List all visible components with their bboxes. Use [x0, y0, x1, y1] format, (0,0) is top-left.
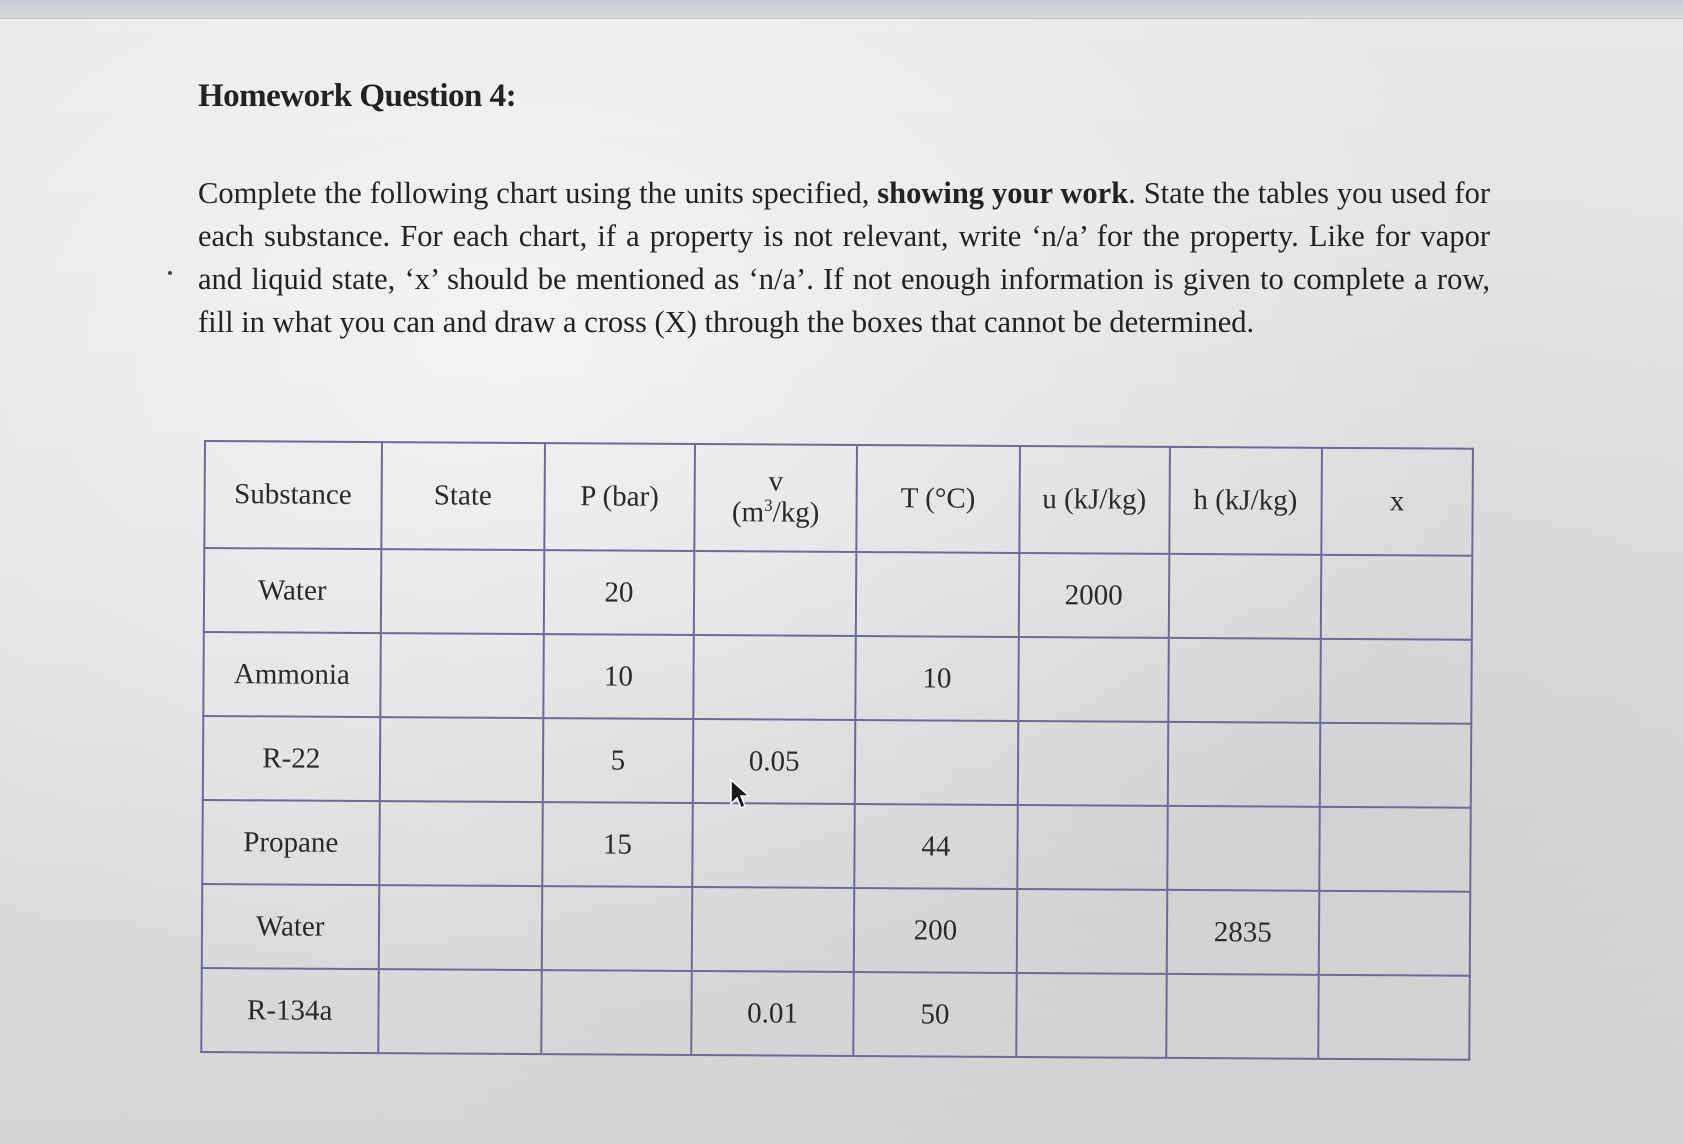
cell-state	[380, 633, 544, 718]
cell-quality	[1319, 891, 1471, 976]
property-chart	[200, 440, 1474, 1061]
header-pressure: P (bar)	[544, 443, 695, 551]
cell-enthalpy	[1167, 806, 1320, 891]
question-title: Homework Question 4:	[198, 78, 517, 114]
cell-state	[379, 717, 543, 802]
cell-specific-volume	[693, 635, 856, 720]
cell-quality	[1319, 807, 1471, 892]
question-instructions	[198, 172, 1490, 344]
cell-substance: R-134a	[201, 968, 378, 1053]
cell-pressure: 20	[544, 550, 695, 635]
cell-temperature: 200	[854, 888, 1017, 973]
table-row	[202, 884, 1470, 976]
specific-volume-unit: $(m^3/kg)$	[731, 496, 820, 530]
header-internal-energy: u (kJ/kg)	[1019, 446, 1170, 554]
header-quality: x	[1321, 448, 1473, 556]
cell-state	[379, 801, 543, 886]
cell-state	[378, 969, 542, 1054]
cell-specific-volume: 0.05	[693, 719, 856, 804]
cell-specific-volume	[692, 887, 855, 972]
table-row	[202, 800, 1470, 892]
table-row	[204, 548, 1472, 640]
table-row	[201, 968, 1469, 1060]
cell-quality	[1320, 639, 1472, 724]
cell-pressure: 15	[542, 802, 693, 887]
cell-enthalpy	[1168, 554, 1321, 639]
cell-internal-energy	[1017, 805, 1168, 890]
cell-pressure: 10	[543, 634, 694, 719]
header-row	[204, 441, 1473, 556]
specific-volume-symbol: v	[768, 465, 784, 498]
cell-substance: Ammonia	[203, 632, 380, 717]
table-row	[203, 716, 1471, 808]
header-state: State	[381, 442, 545, 550]
cell-substance: Propane	[202, 800, 379, 885]
cell-state	[378, 885, 542, 970]
cell-substance: Water	[204, 548, 381, 633]
instructions-emphasis: showing your work	[877, 176, 1129, 210]
bullet-dot	[168, 271, 172, 275]
cell-internal-energy: 2000	[1018, 553, 1169, 638]
cell-substance: R-22	[203, 716, 380, 801]
header-temperature: T (°C)	[857, 445, 1020, 553]
header-substance: Substance	[204, 441, 381, 549]
cell-quality	[1318, 975, 1470, 1060]
cell-specific-volume: 0.01	[691, 971, 854, 1056]
cell-internal-energy	[1017, 721, 1168, 806]
cell-quality	[1321, 555, 1473, 640]
cell-quality	[1320, 723, 1472, 808]
cell-temperature: 50	[853, 972, 1016, 1057]
cell-internal-energy	[1018, 637, 1169, 722]
cell-pressure: 5	[543, 718, 694, 803]
cell-state	[380, 549, 544, 634]
instructions-body: . State the tables you used for each substance. For each chart, if a property is not relevant, write ‘n/a’ for the property. Like for vapor and liquid state, ‘x’ should be mentioned as ‘n/a’. If not enough information is given to complete a row, fill in what you can and draw a cross (X) through the boxes that cannot be determined.	[198, 176, 1490, 339]
table-row	[203, 632, 1471, 724]
instructions-intro: Complete the following chart using the units specified,	[198, 176, 878, 210]
cell-specific-volume	[692, 803, 855, 888]
cell-enthalpy	[1167, 722, 1320, 807]
cell-temperature	[855, 720, 1018, 805]
cell-internal-energy	[1016, 889, 1167, 974]
cell-enthalpy	[1166, 974, 1319, 1059]
cell-pressure	[541, 970, 692, 1055]
cell-temperature: 44	[855, 804, 1018, 889]
mouse-pointer-icon	[729, 778, 751, 810]
cell-specific-volume	[694, 551, 857, 636]
cell-substance: Water	[202, 884, 379, 969]
cell-enthalpy: 2835	[1166, 890, 1319, 975]
cell-temperature	[856, 552, 1019, 637]
cell-enthalpy	[1168, 638, 1321, 723]
cell-pressure	[542, 886, 693, 971]
header-specific-volume	[694, 444, 857, 552]
window-top-edge	[0, 0, 1683, 19]
header-enthalpy: h (kJ/kg)	[1169, 447, 1322, 555]
cell-internal-energy	[1016, 973, 1167, 1058]
cell-temperature: 10	[856, 636, 1019, 721]
